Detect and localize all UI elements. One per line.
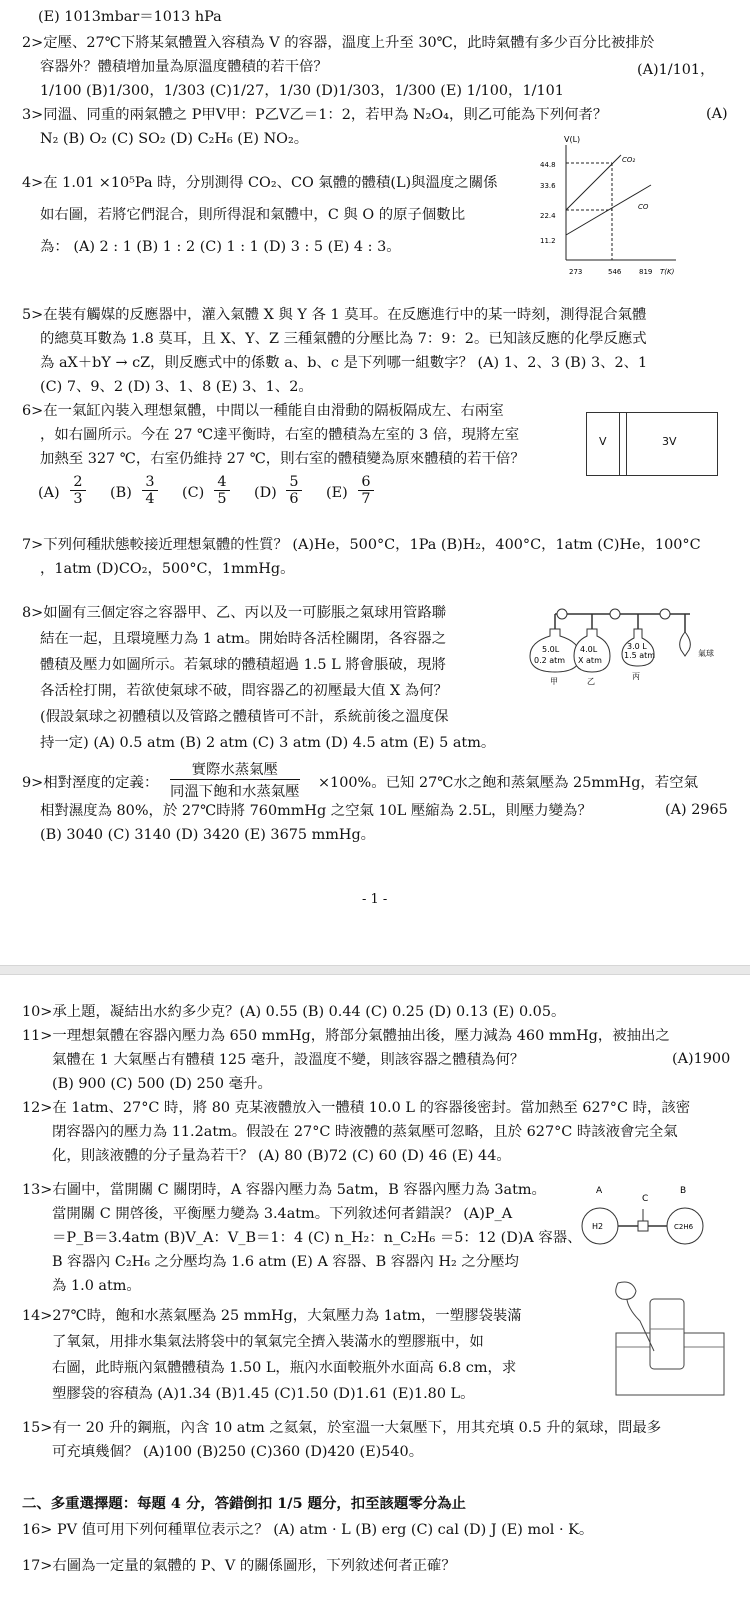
flask-bing-pressure: 1.5 atm <box>624 651 656 660</box>
piston-divider <box>619 413 627 475</box>
question-6-text: 6>在一氣缸內裝入理想氣體，中間以一種能自由滑動的隔板隔成左、右兩室 <box>22 403 504 419</box>
question-13-text: 當開關 C 開啓後，平衡壓力變為 3.4atm。下列敘述何者錯誤？ (A)P_A <box>52 1206 513 1222</box>
question-13-text: B 容器內 C₂H₆ 之分壓均為 1.6 atm (E) A 容器、B 容器內 H₂ 之分壓均 <box>52 1254 519 1270</box>
question-11-text: 11>一理想氣體在容器內壓力為 650 mmHg，將部分氣體抽出後，壓力減為 460 mmHg，被抽出之 <box>22 1028 670 1044</box>
cylinder-left-label: V <box>599 435 607 448</box>
question-3-options: N₂ (B) O₂ (C) SO₂ (D) C₂H₆ (E) NO₂。 <box>40 131 309 147</box>
question-13-text: ＝P_B＝3.4atm (B)V_A：V_B＝1：4 (C) n_H₂：n_C₂H₆ ＝5：12 (D)A 容器、 <box>52 1230 582 1246</box>
question-14-options: 塑膠袋的容積為 (A)1.34 (B)1.45 (C)1.50 (D)1.61 (E)1.80 L。 <box>52 1386 475 1402</box>
relative-humidity-fraction <box>170 758 300 801</box>
exam-page-2 <box>0 975 750 1624</box>
flask-diagram <box>530 604 740 704</box>
plastic-bag <box>616 1282 636 1299</box>
flask-yi-pressure: X atm <box>578 656 602 665</box>
flask-yi-volume: 4.0L <box>580 645 598 654</box>
stopcock-icon <box>660 609 670 619</box>
fraction-numerator: 4 <box>214 474 230 491</box>
flask-bing-label: 丙 <box>632 672 640 681</box>
option-fraction <box>70 474 86 507</box>
co2-line <box>566 164 612 210</box>
fraction-numerator: 5 <box>286 474 302 491</box>
question-text: (E) 1013mbar＝1013 hPa <box>38 9 222 25</box>
option-fraction <box>142 474 158 507</box>
co-label: CO <box>638 203 649 211</box>
question-7-text: 7>下列何種狀態較接近理想氣體的性質？ (A)He，500°C，1Pa (B)H₂，400°C，1atm (C)He，100°C <box>22 537 701 553</box>
question-12-text: 12>在 1atm、27°C 時，將 80 克某液體放入一體積 10.0 L 的容器後密封。當加熱至 627°C 時，該密 <box>22 1100 691 1116</box>
container-a-label: A <box>596 1186 603 1196</box>
question-14-text: 右圖，此時瓶內氣體體積為 1.50 L，瓶內水面較瓶外水面高 6.8 cm，求 <box>52 1360 517 1376</box>
question-9-text: 9>相對溼度的定義： <box>22 775 159 791</box>
option-fraction <box>286 474 302 507</box>
question-5-options: (C) 7、9、2 (D) 3、1、8 (E) 3、1、2。 <box>40 379 313 395</box>
graph-ytick: 44.8 <box>540 161 556 169</box>
fraction-denominator: 6 <box>289 491 299 507</box>
question-2-text: 2>定壓、27℃下將某氣體置入容積為 V 的容器，溫度上升至 30℃，此時氣體有多少百分比被排於 <box>22 35 655 51</box>
container-b-label: B <box>680 1186 687 1196</box>
graph-xtick: 819 <box>639 268 653 276</box>
question-9-text: ×100%。已知 27℃水之飽和蒸氣壓為 25mmHg，若空氣 <box>318 775 698 791</box>
question-8-text: 結在一起，且環境壓力為 1 atm。開始時各活栓關閉，各容器之 <box>40 631 447 647</box>
option-label: (B) <box>110 485 132 501</box>
graph-ytick: 11.2 <box>540 237 556 245</box>
option-fraction <box>358 474 374 507</box>
question-3-text: 3>同溫、同重的兩氣體之 P甲V甲：P乙V乙＝1：2，若甲為 N₂O₄，則乙可能為下列何者？ <box>22 107 608 123</box>
fraction-denominator: 同溫下飽和水蒸氣壓 <box>170 784 300 800</box>
fraction-denominator: 7 <box>361 491 371 507</box>
question-8-text: 體積及壓力如圖所示。若氣球的體積超過 1.5 L 將會脹破，現將 <box>40 657 446 673</box>
graph-ylabel: V(L) <box>564 135 581 144</box>
question-4-options: 為： (A) 2 : 1 (B) 1 : 2 (C) 1 : 1 (D) 3 : 5 (E) 4 : 3。 <box>40 239 401 255</box>
question-2-text: 容器外？體積增加量為原溫度體積的若干倍？ <box>40 59 328 75</box>
question-14-text: 了氧氣，用排水集氣法將袋中的氧氣完全擠入裝滿水的塑膠瓶中，如 <box>52 1334 484 1350</box>
question-8-options: 持一定) (A) 0.5 atm (B) 2 atm (C) 3 atm (D) 4.5 atm (E) 5 atm。 <box>40 735 496 751</box>
question-7-text: ，1atm (D)CO₂，500°C，1mmHg。 <box>40 561 295 577</box>
fraction-numerator: 實際水蒸氣壓 <box>170 758 300 780</box>
question-6-text: ，如右圖所示。今在 27 ℃達平衡時，右室的體積為左室的 3 倍，現將左室 <box>40 427 520 443</box>
co2-line-ext <box>612 155 621 164</box>
option-label: (A) <box>38 485 60 501</box>
graph-xtick: 273 <box>569 268 583 276</box>
flask-jia-pressure: 0.2 atm <box>534 656 566 665</box>
valve-icon <box>638 1221 648 1231</box>
graph-ytick: 33.6 <box>540 182 556 190</box>
two-container-diagram <box>580 1181 730 1251</box>
valve-c-label: C <box>642 1194 649 1204</box>
question-16-text: 16> PV 值可用下列何種單位表示之？ (A) atm · L (B) erg (C) cal (D) J (E) mol · K。 <box>22 1522 594 1538</box>
fraction-denominator: 3 <box>73 491 83 507</box>
question-12-text: 閉容器內的壓力為 11.2atm。假設在 27°C 時液體的蒸氣壓可忽略，且於 627°C 時該液會完全氣 <box>52 1124 678 1140</box>
question-4-text: 4>在 1.01 ×10⁵Pa 時，分別測得 CO₂、CO 氣體的體積(L)與溫度之關係 <box>22 175 498 191</box>
stopcock-icon <box>610 609 620 619</box>
flask-yi-label: 乙 <box>587 677 595 686</box>
fraction-numerator: 2 <box>70 474 86 491</box>
graph-xtick: 546 <box>608 268 622 276</box>
flask-jia-volume: 5.0L <box>542 645 560 654</box>
question-3-answer: (A) <box>706 106 728 122</box>
flask-jia-label: 甲 <box>550 677 558 686</box>
fraction-numerator: 6 <box>358 474 374 491</box>
c2h6-label: C2H6 <box>674 1223 694 1231</box>
question-9-options: (B) 3040 (C) 3140 (D) 3420 (E) 3675 mmHg。 <box>40 827 376 843</box>
question-11-text: 氣體在 1 大氣壓占有體積 125 毫升，設溫度不變，則該容器之體積為何？ <box>52 1052 525 1068</box>
option-label: (C) <box>182 485 205 501</box>
page-number: - 1 - <box>362 892 388 907</box>
question-5-text: 的總莫耳數為 1.8 莫耳，且 X、Y、Z 三種氣體的分壓比為 7：9：2。已知該反應的化學反應式 <box>40 331 647 347</box>
question-6-text: 加熱至 327 ℃，右室仍維持 27 ℃，則右室的體積變為原來體積的若干倍？ <box>40 451 525 467</box>
option-fraction <box>214 474 230 507</box>
option-label: (E) <box>326 485 348 501</box>
question-13-text: 13>右圖中，當開關 C 關閉時，A 容器內壓力為 5atm，B 容器內壓力為 3atm。 <box>22 1182 546 1198</box>
question-12-options: 化，則該液體的分子量為若干？ (A) 80 (B)72 (C) 60 (D) 46 (E) 44。 <box>52 1148 511 1164</box>
question-8-text: 各活栓打開，若欲使氣球不破，問容器乙的初壓最大值 X 為何？ <box>40 683 448 699</box>
section-heading: 二、多重選擇題：每題 4 分，答錯倒扣 1/5 題分，扣至該題零分為止 <box>22 1495 466 1512</box>
question-8-text: 8>如圖有三個定容之容器甲、乙、丙以及一可膨脹之氣球用管路聯 <box>22 605 447 621</box>
balloon-icon <box>680 632 691 656</box>
h2-label: H2 <box>592 1222 604 1231</box>
question-10-text: 10>承上題，凝結出水約多少克？(A) 0.55 (B) 0.44 (C) 0.25 (D) 0.13 (E) 0.05。 <box>22 1004 566 1020</box>
graph-ytick: 22.4 <box>540 212 556 220</box>
question-11-options: (B) 900 (C) 500 (D) 250 毫升。 <box>52 1076 272 1092</box>
question-5-text: 5>在裝有觸媒的反應器中，灌入氣體 X 與 Y 各 1 莫耳。在反應進行中的某一時刻，測得混合氣體 <box>22 307 647 323</box>
option-label: (D) <box>254 485 277 501</box>
question-2-answer: (A)1/101， <box>637 62 715 78</box>
question-2-options: 1/100 (B)1/300，1/303 (C)1/27，1/30 (D)1/303，1/300 (E) 1/100，1/101 <box>40 83 564 99</box>
question-9-answer: (A) 2965 <box>665 802 728 818</box>
question-17-text: 17>右圖為一定量的氣體的 P、V 的關係圖形，下列敘述何者正確？ <box>22 1558 456 1574</box>
question-5-text: 為 aX＋bY → cZ，則反應式中的係數 a、b、c 是下列哪一組數字？ (A) 1、2、3 (B) 3、2、1 <box>40 355 648 371</box>
question-14-text: 14>27℃時，飽和水蒸氣壓為 25 mmHg，大氣壓力為 1atm，一塑膠袋裝滿 <box>22 1308 522 1324</box>
question-9-text: 相對濕度為 80%，於 27℃時將 760mmHg 之空氣 10L 壓縮為 2.5L，則壓力變為？ <box>40 803 592 819</box>
graph-xunit: T(K) <box>660 268 675 276</box>
gas-cylinder <box>586 412 718 476</box>
fraction-numerator: 3 <box>142 474 158 491</box>
co2-label: CO₂ <box>622 156 636 164</box>
page-separator <box>0 965 750 975</box>
question-6-options <box>38 474 438 518</box>
balloon-label: 氣球 <box>698 649 714 658</box>
question-4-text: 如右圖，若將它們混合，則所得混和氣體中，C 與 O 的原子個數比 <box>40 207 466 223</box>
volume-temperature-graph <box>540 130 746 290</box>
question-11-answer: (A)1900 <box>672 1051 731 1067</box>
question-8-text: (假設氣球之初體積以及管路之體積皆可不計，系統前後之溫度保 <box>40 709 449 725</box>
stopcock-icon <box>557 609 567 619</box>
water-collection-apparatus <box>610 1281 730 1399</box>
question-15-text: 15>有一 20 升的鋼瓶，內含 10 atm 之氦氣，於室溫一大氣壓下，用其充填 0.5 升的氣球，問最多 <box>22 1420 662 1436</box>
question-13-text: 為 1.0 atm。 <box>52 1278 141 1294</box>
cylinder-right-label: 3V <box>662 435 677 448</box>
flask-bing-volume: 3.0 L <box>627 642 647 651</box>
fraction-denominator: 5 <box>217 491 227 507</box>
plastic-bottle <box>650 1299 684 1369</box>
fraction-denominator: 4 <box>145 491 155 507</box>
question-15-options: 可充填幾個？ (A)100 (B)250 (C)360 (D)420 (E)540。 <box>52 1444 424 1460</box>
